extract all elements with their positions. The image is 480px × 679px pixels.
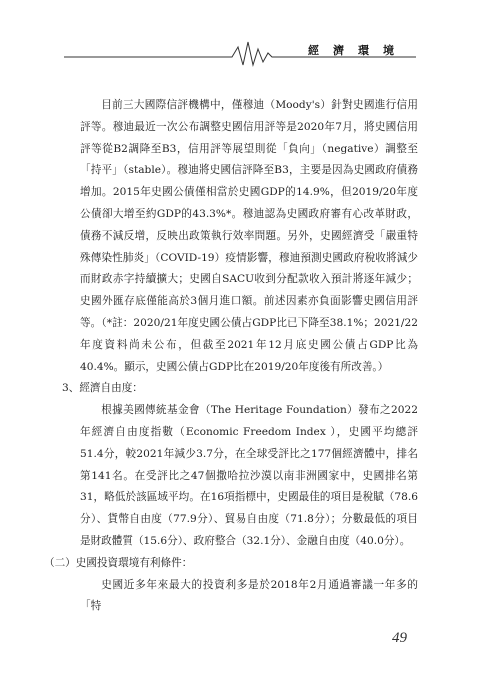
section-heading-investment-advantages: （二）史國投資環境有利條件： xyxy=(44,556,193,569)
paragraph-investment: 史國近多年來最大的投資利多是於2018年2月通過審議一年多的「特 xyxy=(80,578,418,613)
section-heading-economic-freedom: 3、經濟自由度： xyxy=(62,382,143,395)
paragraph-economic-freedom: 根據美國傳統基金會（The Heritage Foundation）發布之2022年經濟自由度指數（Economic Freedom Index ），史國平均總評51.4分，較2021年減少3.7分，在全球受評比之177個經濟體中，排名第141名。在受評比之47個撒哈拉沙漠以南非洲國家中，史國排名第31，略低於該區域平均。在16項指標中，史國最佳的項目是稅賦（78.6分）、貨幣自由度（77.9分）、貿易自由度（71.8分）；分數最低的項目是財政體質（15.6分）、政府整合（32.1分）、金融自由度（40.0分）。 xyxy=(80,404,418,547)
page-number: 49 xyxy=(392,630,407,646)
paragraph-credit-rating: 目前三大國際信評機構中，僅穆迪（Moody's）針對史國進行信用評等。穆迪最近一次公布調整史國信用評等是2020年7月，將史國信用評等從B2調降至B3，信用評等展望則從「負向」（negative）調整至「持平」（stable）。穆迪將史國信評降至B3，主要是因為史國政府債務增加。2015年史國公債僅相當於史國GDP的14.9%，但2019/20年度公債卻大增至約GDP的43.3%*。穆迪認為史國政府審有心改革財政，債務不減反增，反映出政策執行效率問題。另外，史國經濟受「嚴重特殊傳染性肺炎」（COVID-19）疫情影響，穆迪預測史國政府稅收將減少而財政赤字持續擴大；史國自SACU收到分配款收入預計將逐年減少；史國外匯存底僅能高於3個月進口額。前述因素亦負面影響史國信用評等。（*註：2020/21年度史國公債占GDP比已下降至38.1%；2021/22年度資料尚未公布，但截至2021年12月底史國公債占GDP比為40.4%。顯示，史國公債占GDP比在2019/20年度後有所改善。） xyxy=(80,99,418,373)
page-body xyxy=(44,95,418,618)
header-title: 經濟環境 xyxy=(308,44,408,57)
page-header xyxy=(0,38,480,68)
